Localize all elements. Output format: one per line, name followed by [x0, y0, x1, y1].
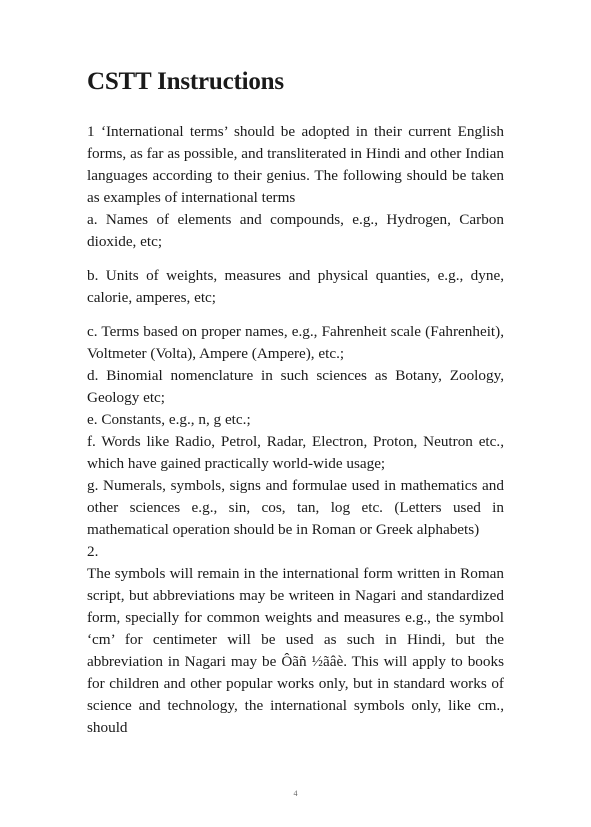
list-item-e: e. Constants, e.g., n, g etc.;: [87, 411, 251, 428]
list-item-g: g. Numerals, symbols, signs and formulae used in mathematics and other sciences e.g., sin, cos, tan, log etc. (Letters used in mathematical operation should be in Roman or Greek alphabets): [87, 477, 504, 538]
section-number: 2.: [87, 543, 99, 560]
list-item-b: b. Units of weights, measures and physical quanties, e.g., dyne, calorie, amperes, etc;: [87, 267, 504, 306]
list-item-c: c. Terms based on proper names, e.g., Fahrenheit scale (Fahrenheit), Voltmeter (Volta), Ampere (Ampere), etc.;: [87, 323, 504, 362]
paragraph-symbols: The symbols will remain in the international form written in Roman script, but abbreviations may be writeen in Nagari and standardized form, specially for common weights and measures e.g., the symbol ‘cm’ for centimeter will be used as such in Hindi, but the abbreviation in Nagari may be Ôãñ ½ãâè. This will apply to books for children and other popular works only, but in standard works of science and technology, the international symbols only, like cm., should: [87, 565, 504, 736]
list-item-f: f. Words like Radio, Petrol, Radar, Electron, Proton, Neutron etc., which have gained practically world-wide usage;: [87, 433, 504, 472]
page-title: CSTT Instructions: [87, 68, 284, 95]
document-body: [87, 121, 504, 739]
paragraph-intro: 1 ‘International terms’ should be adopted in their current English forms, as far as possible, and transliterated in Hindi and other Indian languages according to their genius. The following should be taken as examples of international terms: [87, 123, 504, 206]
list-item-d: d. Binomial nomenclature in such sciences as Botany, Zoology, Geology etc;: [87, 367, 504, 406]
list-item-a: a. Names of elements and compounds, e.g., Hydrogen, Carbon dioxide, etc;: [87, 211, 504, 250]
page-number: 4: [293, 789, 298, 798]
